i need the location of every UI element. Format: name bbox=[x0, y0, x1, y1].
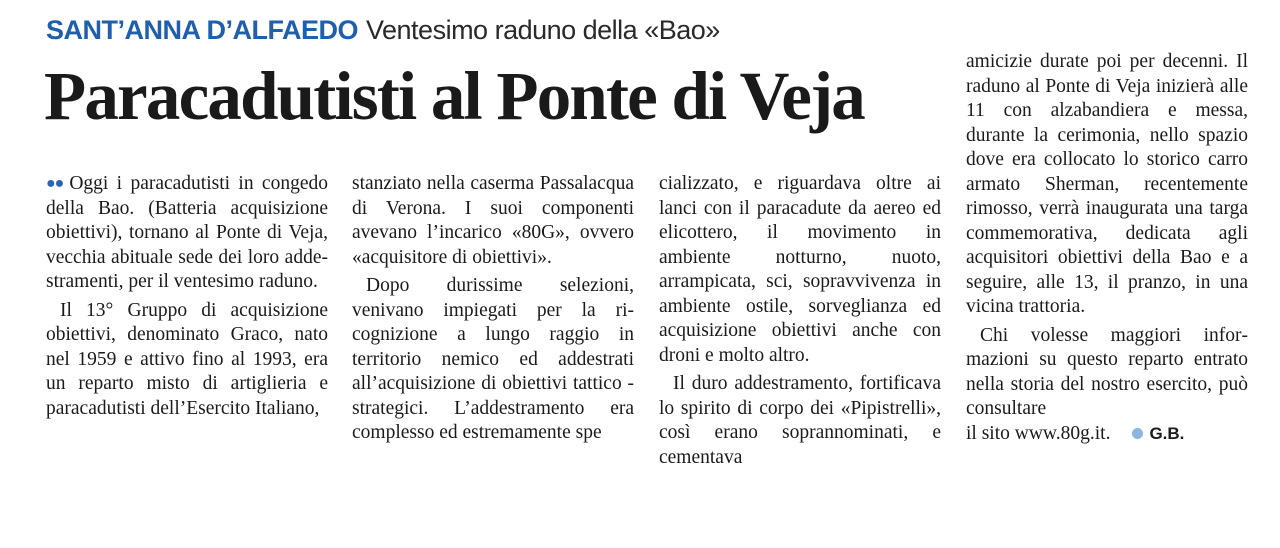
paragraph: Il duro addestramento, fortificava lo spirito di corpo dei «Pipistrelli», così erano soprannominati, e cementava bbox=[659, 373, 941, 468]
author-signature: G.B. bbox=[1149, 423, 1185, 443]
paragraph: Chi volesse maggiori informazioni su questo reparto entrato nella storia del nostro esercito, può consultare bbox=[966, 324, 1248, 419]
bullet-dots-icon: ●● bbox=[46, 175, 64, 192]
paragraph: amicizie durate poi per decenni. Il raduno al Ponte di Veja inizierà alle 11 con alzabandiera e messa, durante la cerimonia, nello spazio dove era collocato lo storico carro armato Sherman, recentemente rimosso, verrà inaugurata una targa commemorativa, dedicata agli acquisitori obiettivi della Bao e a seguire, alle 13, il pranzo, in una vicina trattoria. bbox=[966, 51, 1248, 317]
paragraph: stanziato nella caserma Passalacqua di Verona. I suoi componenti avevano l’incarico «80G», ovvero «acquisitore di obiettivi». bbox=[352, 173, 634, 268]
kicker-subtitle: Ventesimo raduno della «Bao» bbox=[366, 15, 720, 45]
website-text: il sito www.80g.it. bbox=[966, 422, 1111, 444]
paragraph-text: Oggi i paracadutisti in congedo della Bao. (Batteria acquisizione obiettivi), tornano al Ponte di Veja, vecchia abituale sede dei loro addestramenti, per il ventesimo raduno. bbox=[46, 173, 328, 292]
article-column-4 bbox=[966, 50, 1248, 446]
kicker-place: SANT’ANNA D’ALFAEDO bbox=[46, 15, 358, 45]
paragraph bbox=[46, 172, 328, 295]
paragraph: cializzato, e riguardava oltre ai lanci con il paracadute da aereo ed elicottero, il movimento in ambiente notturno, nuoto, arrampicata, sci, sopravvivenza in ambiente ostile, sorveglianza ed acquisizione obiettivi anche con droni e molto altro. bbox=[659, 173, 941, 366]
signature-dot-icon bbox=[1132, 428, 1143, 439]
article-column-1 bbox=[46, 172, 328, 421]
paragraph: Il 13° Gruppo di acquisizione obiettivi, denominato Graco, nato nel 1959 e attivo fino al 1993, era un reparto misto di artiglieria e paracadutisti dell’Esercito Italiano, bbox=[46, 299, 328, 419]
article-column-3 bbox=[659, 172, 941, 470]
article-column-2 bbox=[352, 172, 634, 446]
headline: Paracadutisti al Ponte di Veja bbox=[44, 58, 864, 134]
closing-line bbox=[966, 422, 1248, 447]
paragraph: Dopo durissime selezioni, venivano impiegati per la ricognizione a lungo raggio in territorio nemico ed addestrati all’acquisizione di obiettivi tattico - strategici. L’addestramento era complesso ed estremamente spe bbox=[352, 275, 634, 443]
kicker bbox=[46, 12, 720, 48]
